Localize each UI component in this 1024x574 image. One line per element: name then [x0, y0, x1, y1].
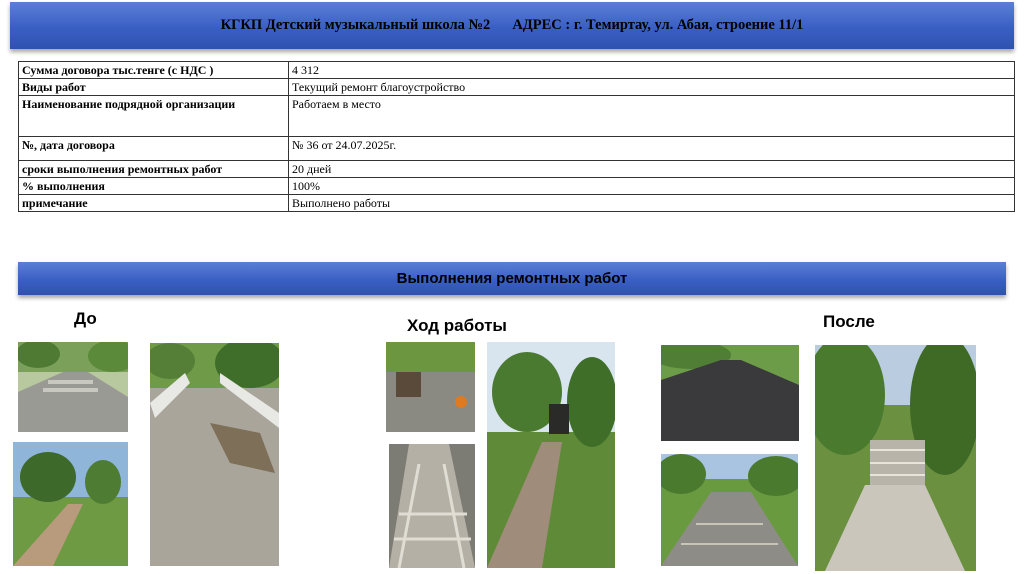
table-row — [19, 79, 1015, 96]
school-name: КГКП Детский музыкальный школа №2 — [220, 17, 491, 33]
table-row — [19, 137, 1015, 161]
contract-table — [18, 61, 1015, 212]
after-heading: После — [823, 312, 875, 331]
row-label: №, дата договора — [19, 137, 289, 161]
after-photo-1 — [661, 345, 799, 441]
progress-photo-1 — [386, 342, 475, 432]
after-photo-2 — [661, 454, 798, 566]
table-row — [19, 178, 1015, 195]
row-value: 20 дней — [289, 161, 1015, 178]
row-value: 4 312 — [289, 62, 1015, 79]
row-value: Выполнено работы — [289, 195, 1015, 212]
school-address: АДРЕС : г. Темиртау, ул. Абая, строение 11/1 — [512, 17, 804, 33]
row-value: Работаем в место — [289, 96, 1015, 137]
row-label: сроки выполнения ремонтных работ — [19, 161, 289, 178]
row-label: Виды работ — [19, 79, 289, 96]
before-photo-2 — [150, 343, 279, 566]
table-row — [19, 62, 1015, 79]
progress-photo-3 — [487, 342, 615, 568]
progress-photo-2 — [389, 444, 475, 568]
row-label: примечание — [19, 195, 289, 212]
section-title: Выполнения ремонтных работ — [396, 270, 628, 287]
table-row — [19, 195, 1015, 212]
table-row — [19, 161, 1015, 178]
row-label: % выполнения — [19, 178, 289, 195]
row-label: Наименование подрядной организации — [19, 96, 289, 137]
progress-heading: Ход работы — [407, 316, 507, 335]
before-photo-3 — [13, 442, 128, 566]
section-banner — [18, 262, 1006, 295]
row-value: № 36 от 24.07.2025г. — [289, 137, 1015, 161]
before-heading: До — [74, 309, 97, 328]
after-photo-3 — [815, 345, 976, 571]
row-label: Сумма договора тыс.тенге (с НДС ) — [19, 62, 289, 79]
table-row — [19, 96, 1015, 137]
row-value: 100% — [289, 178, 1015, 195]
before-photo-1 — [18, 342, 128, 432]
row-value: Текущий ремонт благоустройство — [289, 79, 1015, 96]
header-banner — [10, 2, 1014, 49]
